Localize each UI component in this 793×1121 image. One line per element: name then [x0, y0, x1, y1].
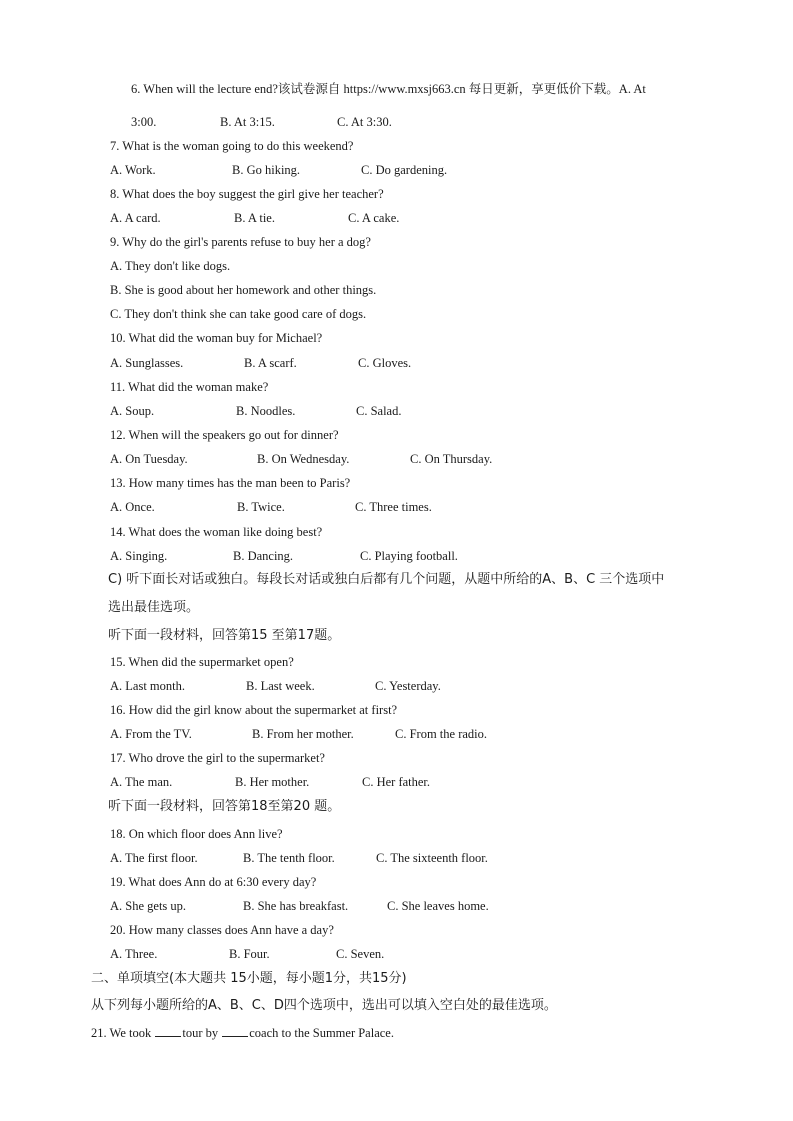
- question-7-stem: 7. What is the woman going to do this weekend?: [110, 139, 354, 153]
- question-18-option-b: B. The tenth floor.: [243, 851, 335, 865]
- question-20-option-a: A. Three.: [110, 947, 158, 961]
- question-16-option-a: A. From the TV.: [110, 727, 192, 741]
- question-21-text-3: coach to the Summer Palace.: [249, 1026, 394, 1040]
- question-18-stem: 18. On which floor does Ann live?: [110, 827, 283, 841]
- question-7-option-b: B. Go hiking.: [232, 163, 301, 177]
- answer-blank: [155, 1025, 181, 1037]
- question-19-option-b: B. She has breakfast.: [243, 899, 349, 913]
- question-16-option-b: B. From her mother.: [252, 727, 354, 741]
- question-17-option-c: C. Her father.: [362, 775, 431, 789]
- question-14-stem: 14. What does the woman like doing best?: [110, 525, 323, 539]
- question-17-option-a: A. The man.: [110, 775, 173, 789]
- question-17-option-b: B. Her mother.: [235, 775, 310, 789]
- section-c-intro-18-20: 听下面一段材料，回答第18至第20 题。: [108, 799, 341, 814]
- question-11-option-a: A. Soup.: [110, 404, 155, 418]
- answer-blank: [222, 1025, 248, 1037]
- question-7-option-c: C. Do gardening.: [361, 163, 448, 177]
- question-14-option-a: A. Singing.: [110, 549, 168, 563]
- question-11-option-c: C. Salad.: [356, 404, 402, 418]
- question-10-option-a: A. Sunglasses.: [110, 356, 184, 370]
- question-13-option-c: C. Three times.: [355, 500, 432, 514]
- question-20-option-b: B. Four.: [229, 947, 270, 961]
- question-21-text-2: tour by: [182, 1026, 222, 1040]
- question-16-stem: 16. How did the girl know about the supermarket at first?: [110, 703, 398, 717]
- question-13-option-a: A. Once.: [110, 500, 155, 514]
- question-13-stem: 13. How many times has the man been to Paris?: [110, 476, 351, 490]
- question-17-stem: 17. Who drove the girl to the supermarket?: [110, 751, 325, 765]
- section-c-instruction-line1: C) 听下面长对话或独白。每段长对话或独白后都有几个问题，从题中所给的A、B、C 三个选项中: [108, 572, 665, 587]
- question-12-option-c: C. On Thursday.: [410, 452, 493, 466]
- question-11-option-b: B. Noodles.: [236, 404, 296, 418]
- question-10-option-b: B. A scarf.: [244, 356, 297, 370]
- question-6-option-c: C. At 3:30.: [337, 115, 392, 129]
- question-6-option-b: B. At 3:15.: [220, 115, 275, 129]
- question-8-stem: 8. What does the boy suggest the girl give her teacher?: [110, 187, 384, 201]
- question-19-option-a: A. She gets up.: [110, 899, 187, 913]
- question-13-option-b: B. Twice.: [237, 500, 285, 514]
- question-11-stem: 11. What did the woman make?: [110, 380, 269, 394]
- question-6-stem: 6. When will the lecture end?该试卷源自 https://www.mxsj663.cn 每日更新，享更低价下载。A. At: [131, 82, 646, 96]
- question-15-option-a: A. Last month.: [110, 679, 185, 693]
- question-19-stem: 19. What does Ann do at 6:30 every day?: [110, 875, 317, 889]
- part-2-instruction: 从下列每小题所给的A、B、C、D四个选项中，选出可以填入空白处的最佳选项。: [91, 998, 557, 1013]
- question-7-option-a: A. Work.: [110, 163, 156, 177]
- question-14-option-c: C. Playing football.: [360, 549, 458, 563]
- question-6-option-a-cont: 3:00.: [131, 115, 157, 129]
- question-9-option-c: C. They don't think she can take good care of dogs.: [110, 307, 367, 321]
- question-10-option-c: C. Gloves.: [358, 356, 412, 370]
- section-c-instruction-line2: 选出最佳选项。: [108, 600, 200, 615]
- question-12-stem: 12. When will the speakers go out for dinner?: [110, 428, 339, 442]
- question-15-option-c: C. Yesterday.: [375, 679, 441, 693]
- question-8-option-c: C. A cake.: [348, 211, 400, 225]
- question-12-option-b: B. On Wednesday.: [257, 452, 350, 466]
- question-21-stem: [91, 1025, 394, 1041]
- question-8-option-a: A. A card.: [110, 211, 161, 225]
- question-10-stem: 10. What did the woman buy for Michael?: [110, 331, 323, 345]
- question-19-option-c: C. She leaves home.: [387, 899, 489, 913]
- question-15-option-b: B. Last week.: [246, 679, 315, 693]
- question-9-option-a: A. They don't like dogs.: [110, 259, 231, 273]
- question-15-stem: 15. When did the supermarket open?: [110, 655, 294, 669]
- question-9-stem: 9. Why do the girl's parents refuse to buy her a dog?: [110, 235, 371, 249]
- question-9-option-b: B. She is good about her homework and other things.: [110, 283, 377, 297]
- question-8-option-b: B. A tie.: [234, 211, 275, 225]
- question-12-option-a: A. On Tuesday.: [110, 452, 188, 466]
- question-20-option-c: C. Seven.: [336, 947, 385, 961]
- question-14-option-b: B. Dancing.: [233, 549, 294, 563]
- question-20-stem: 20. How many classes does Ann have a day?: [110, 923, 334, 937]
- part-2-heading: 二、单项填空(本大题共 15小题，每小题1分，共15分): [91, 971, 407, 986]
- section-c-intro-15-17: 听下面一段材料，回答第15 至第17题。: [108, 628, 341, 643]
- question-18-option-a: A. The first floor.: [110, 851, 198, 865]
- question-18-option-c: C. The sixteenth floor.: [376, 851, 488, 865]
- question-16-option-c: C. From the radio.: [395, 727, 488, 741]
- question-21-text-1: 21. We took: [91, 1026, 155, 1040]
